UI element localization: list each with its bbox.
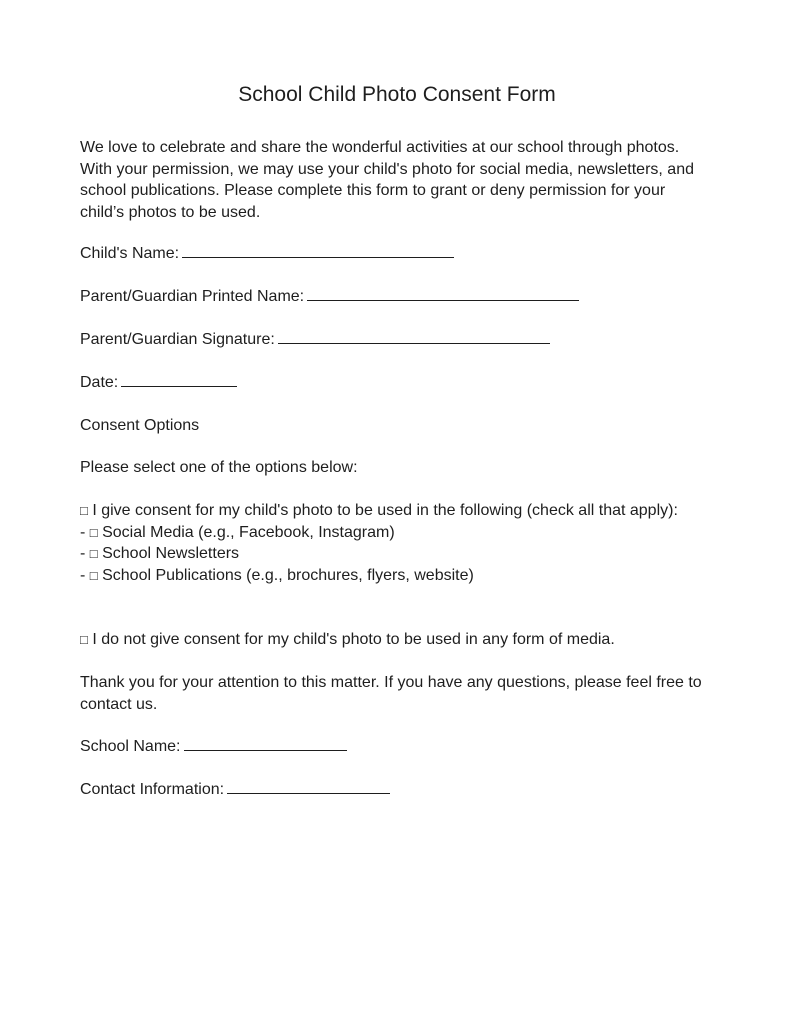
- school-name-label: School Name:: [80, 738, 181, 755]
- child-name-field: [80, 243, 454, 265]
- parent-signature-blank[interactable]: [278, 329, 550, 344]
- newsletters-label: School Newsletters: [102, 545, 240, 562]
- contact-info-blank[interactable]: [227, 779, 390, 794]
- contact-info-field: [80, 779, 390, 801]
- consent-instruction: Please select one of the options below:: [80, 459, 358, 476]
- intro-paragraph: We love to celebrate and share the wonderful activities at our school through photos. With your permission, we may use your child's photo for social media, newsletters, and school publications. Please complete this form to grant or deny permission for your child’s photos to be used.: [80, 139, 694, 221]
- option-newsletters: - □ School Newsletters: [80, 545, 240, 562]
- parent-name-blank[interactable]: [307, 286, 579, 301]
- newsletters-checkbox[interactable]: □: [89, 546, 98, 561]
- option-social-media: - □ Social Media (e.g., Facebook, Instagram): [80, 523, 395, 541]
- child-name-blank[interactable]: [182, 243, 454, 258]
- date-field: [80, 372, 237, 394]
- parent-signature-field: [80, 329, 550, 351]
- social-media-label: Social Media (e.g., Facebook, Instagram): [102, 523, 395, 541]
- no-consent-checkbox[interactable]: □: [80, 632, 88, 647]
- child-name-label: Child's Name:: [80, 245, 180, 262]
- closing-paragraph: Thank you for your attention to this matter. If you have any questions, please feel free to contact us.: [80, 674, 702, 713]
- page-title: School Child Photo Consent Form: [238, 83, 556, 106]
- parent-signature-label: Parent/Guardian Signature:: [80, 331, 275, 348]
- contact-info-label: Contact Information:: [80, 781, 225, 798]
- give-consent-option: [80, 500, 710, 522]
- school-name-blank[interactable]: [184, 736, 347, 751]
- parent-name-label: Parent/Guardian Printed Name:: [80, 288, 305, 305]
- date-label: Date:: [80, 374, 119, 391]
- date-blank[interactable]: [121, 372, 237, 387]
- no-consent-option: [80, 629, 710, 651]
- social-media-checkbox[interactable]: □: [89, 524, 98, 540]
- option-publications: - □ School Publications (e.g., brochures, flyers, website): [80, 566, 474, 584]
- give-consent-checkbox[interactable]: □: [80, 503, 88, 518]
- school-name-field: [80, 736, 347, 758]
- parent-name-field: [80, 286, 579, 308]
- give-consent-label: I give consent for my child's photo to be used in the following (check all that apply):: [92, 502, 678, 519]
- publications-checkbox[interactable]: □: [89, 567, 98, 583]
- publications-label: School Publications (e.g., brochures, flyers, website): [102, 566, 474, 584]
- consent-options-list: [80, 500, 710, 586]
- consent-heading: Consent Options: [80, 417, 200, 434]
- no-consent-label: I do not give consent for my child's photo to be used in any form of media.: [92, 631, 615, 648]
